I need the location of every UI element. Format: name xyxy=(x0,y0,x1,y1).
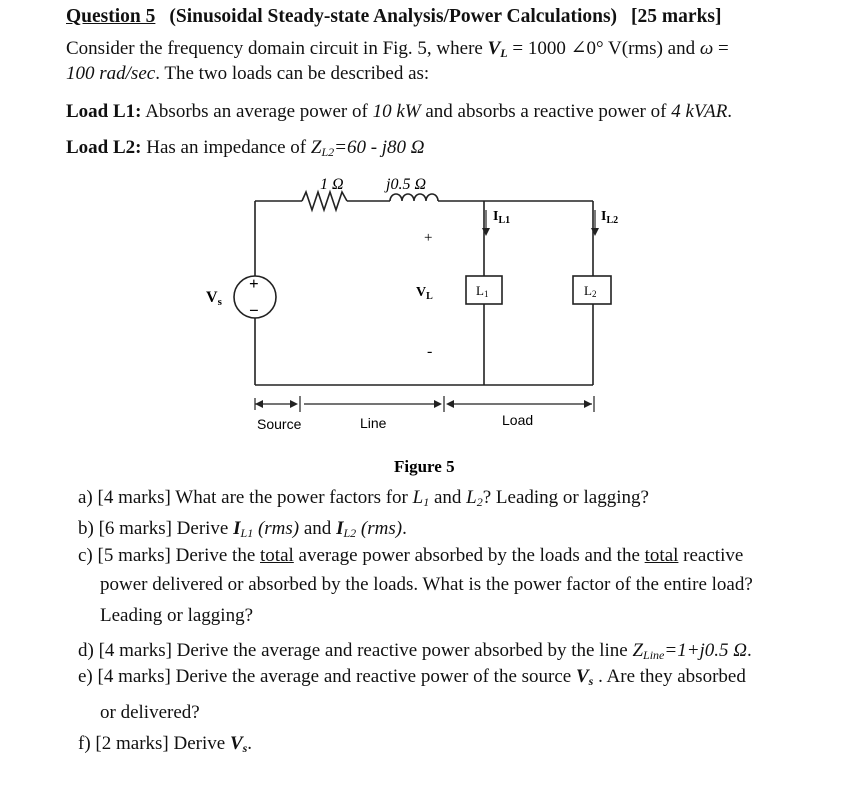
part-b-il1: I xyxy=(233,518,241,539)
inductor-symbol xyxy=(390,194,438,201)
l1-box-label-text: L xyxy=(476,283,484,298)
part-f-vs: V xyxy=(229,733,243,754)
part-a-l2: L xyxy=(466,487,477,508)
part-f-end: . xyxy=(247,733,253,754)
part-e-line-2: or delivered? xyxy=(100,702,200,723)
part-d-zline-value: =1+j0.5 Ω xyxy=(664,640,748,661)
part-d-zline-sub: Line xyxy=(643,648,665,662)
part-c-total-1: total xyxy=(260,545,294,566)
intro-line-2-text: . The two loads can be described as: xyxy=(155,63,430,84)
il1-label-text: I xyxy=(493,209,499,224)
part-b-il2: I xyxy=(336,518,344,539)
l2-box-label xyxy=(584,283,596,299)
part-b-il2-sub: L2 xyxy=(343,526,357,540)
source-plus-sign: + xyxy=(249,274,259,293)
inductor-label: j0.5 Ω xyxy=(386,176,427,193)
load-arrowhead-right xyxy=(584,400,592,408)
part-f-text: f) [2 marks] Derive xyxy=(78,733,230,754)
part-b-il1-rms: (rms) xyxy=(253,518,300,539)
source-arrowhead-right xyxy=(290,400,298,408)
il2-label xyxy=(601,209,618,226)
figure-caption: Figure 5 xyxy=(394,457,455,476)
l2-box-label-text: L xyxy=(584,283,592,298)
part-a-rest: ? Leading or lagging? xyxy=(482,487,649,508)
part-b-text: b) [6 marks] Derive xyxy=(78,518,234,539)
resistor-symbol xyxy=(302,192,347,210)
vs-label xyxy=(206,289,223,308)
load1-reactive: 4 kVAR xyxy=(671,101,728,122)
part-d-text: d) [4 marks] Derive the average and reactive power absorbed by the line xyxy=(78,640,633,661)
load1-text: Absorbs an average power of xyxy=(141,101,373,122)
zl2-symbol: Z xyxy=(310,137,322,158)
load1-power: 10 kW xyxy=(372,101,421,122)
load2-text: Has an impedance of xyxy=(141,137,311,158)
part-c-line-3: Leading or lagging? xyxy=(100,605,254,626)
omega-equals: = xyxy=(713,38,729,59)
load1-text-2: and absorbs a reactive power of xyxy=(420,101,672,122)
part-a-l2-sub: 2 xyxy=(476,495,483,509)
source-arrowhead-left xyxy=(255,400,263,408)
part-d-zline: Z xyxy=(632,640,644,661)
vl-value: = 1000 ∠0° V(rms) and xyxy=(507,38,700,59)
l1-box-label-sub: 1 xyxy=(483,289,489,299)
part-a-and: and xyxy=(429,487,467,508)
load1-period: . xyxy=(727,101,733,122)
part-e-vs: V xyxy=(575,666,589,687)
load-region-label: Load xyxy=(502,412,534,428)
vl-minus-sign: - xyxy=(427,343,433,360)
vl-figure-label-sub: L xyxy=(426,291,433,302)
line-arrowhead-right xyxy=(434,400,442,408)
source-region-label: Source xyxy=(257,416,302,432)
l1-box-label xyxy=(476,283,488,299)
question-number: Question 5 xyxy=(66,6,156,27)
load-arrowhead-left xyxy=(446,400,454,408)
omega-value: 100 rad/sec xyxy=(66,63,156,84)
part-b xyxy=(78,518,407,541)
part-a-text: a) [4 marks] What are the power factors for xyxy=(78,487,413,508)
vl-plus-sign: + xyxy=(424,230,433,246)
part-e-vs-sub: s xyxy=(588,674,594,688)
part-a xyxy=(78,487,649,510)
il1-label xyxy=(493,209,510,226)
zl2-subscript: L2 xyxy=(321,145,335,159)
part-e-text: e) [4 marks] Derive the average and reactive power of the source xyxy=(78,666,576,687)
il1-label-sub: L1 xyxy=(498,215,511,226)
line-region-label: Line xyxy=(360,415,387,431)
part-c-line-2: power delivered or absorbed by the loads. What is the power factor of the entire load? xyxy=(100,574,753,595)
il2-label-sub: L2 xyxy=(606,215,619,226)
part-b-and: and xyxy=(299,518,337,539)
part-d xyxy=(78,640,752,663)
part-e-line-1 xyxy=(78,666,746,689)
part-b-end: . xyxy=(402,518,407,539)
question-topic: (Sinusoidal Steady-state Analysis/Power Calculations) xyxy=(169,6,618,27)
part-f xyxy=(78,733,252,756)
part-b-il1-sub: L1 xyxy=(240,526,254,540)
load1-label: Load L1: xyxy=(66,101,142,122)
load2-label: Load L2: xyxy=(66,137,142,158)
part-a-l1: L xyxy=(412,487,424,508)
part-a-l1-sub: 1 xyxy=(423,495,430,509)
vl-figure-label-text: V xyxy=(416,285,427,300)
il2-label-text: I xyxy=(601,209,607,224)
intro-text: Consider the frequency domain circuit in Fig. 5, where xyxy=(66,38,488,59)
part-c-rest: reactive xyxy=(678,545,744,566)
omega-symbol: ω xyxy=(699,38,714,59)
part-c-text: c) [5 marks] Derive the xyxy=(78,545,261,566)
vs-label-text: V xyxy=(206,289,218,306)
part-f-vs-sub: s xyxy=(242,741,248,755)
zl2-value: =60 - j80 Ω xyxy=(334,137,425,158)
part-c-total-2: total xyxy=(644,545,679,566)
vl-symbol: V xyxy=(487,38,501,59)
part-e-rest: . Are they absorbed xyxy=(593,666,746,687)
part-c-mid: average power absorbed by the loads and the xyxy=(293,545,645,566)
vl-figure-label xyxy=(416,285,433,302)
vl-subscript: L xyxy=(500,46,508,60)
vs-label-sub: s xyxy=(217,296,222,308)
part-c-line-1 xyxy=(78,545,743,567)
l2-box-label-sub: 2 xyxy=(591,289,597,299)
part-d-end: . xyxy=(747,640,752,661)
question-marks: [25 marks] xyxy=(631,6,722,27)
source-minus-sign: − xyxy=(249,301,259,320)
part-b-il2-rms: (rms) xyxy=(356,518,403,539)
resistor-label: 1 Ω xyxy=(320,176,344,193)
